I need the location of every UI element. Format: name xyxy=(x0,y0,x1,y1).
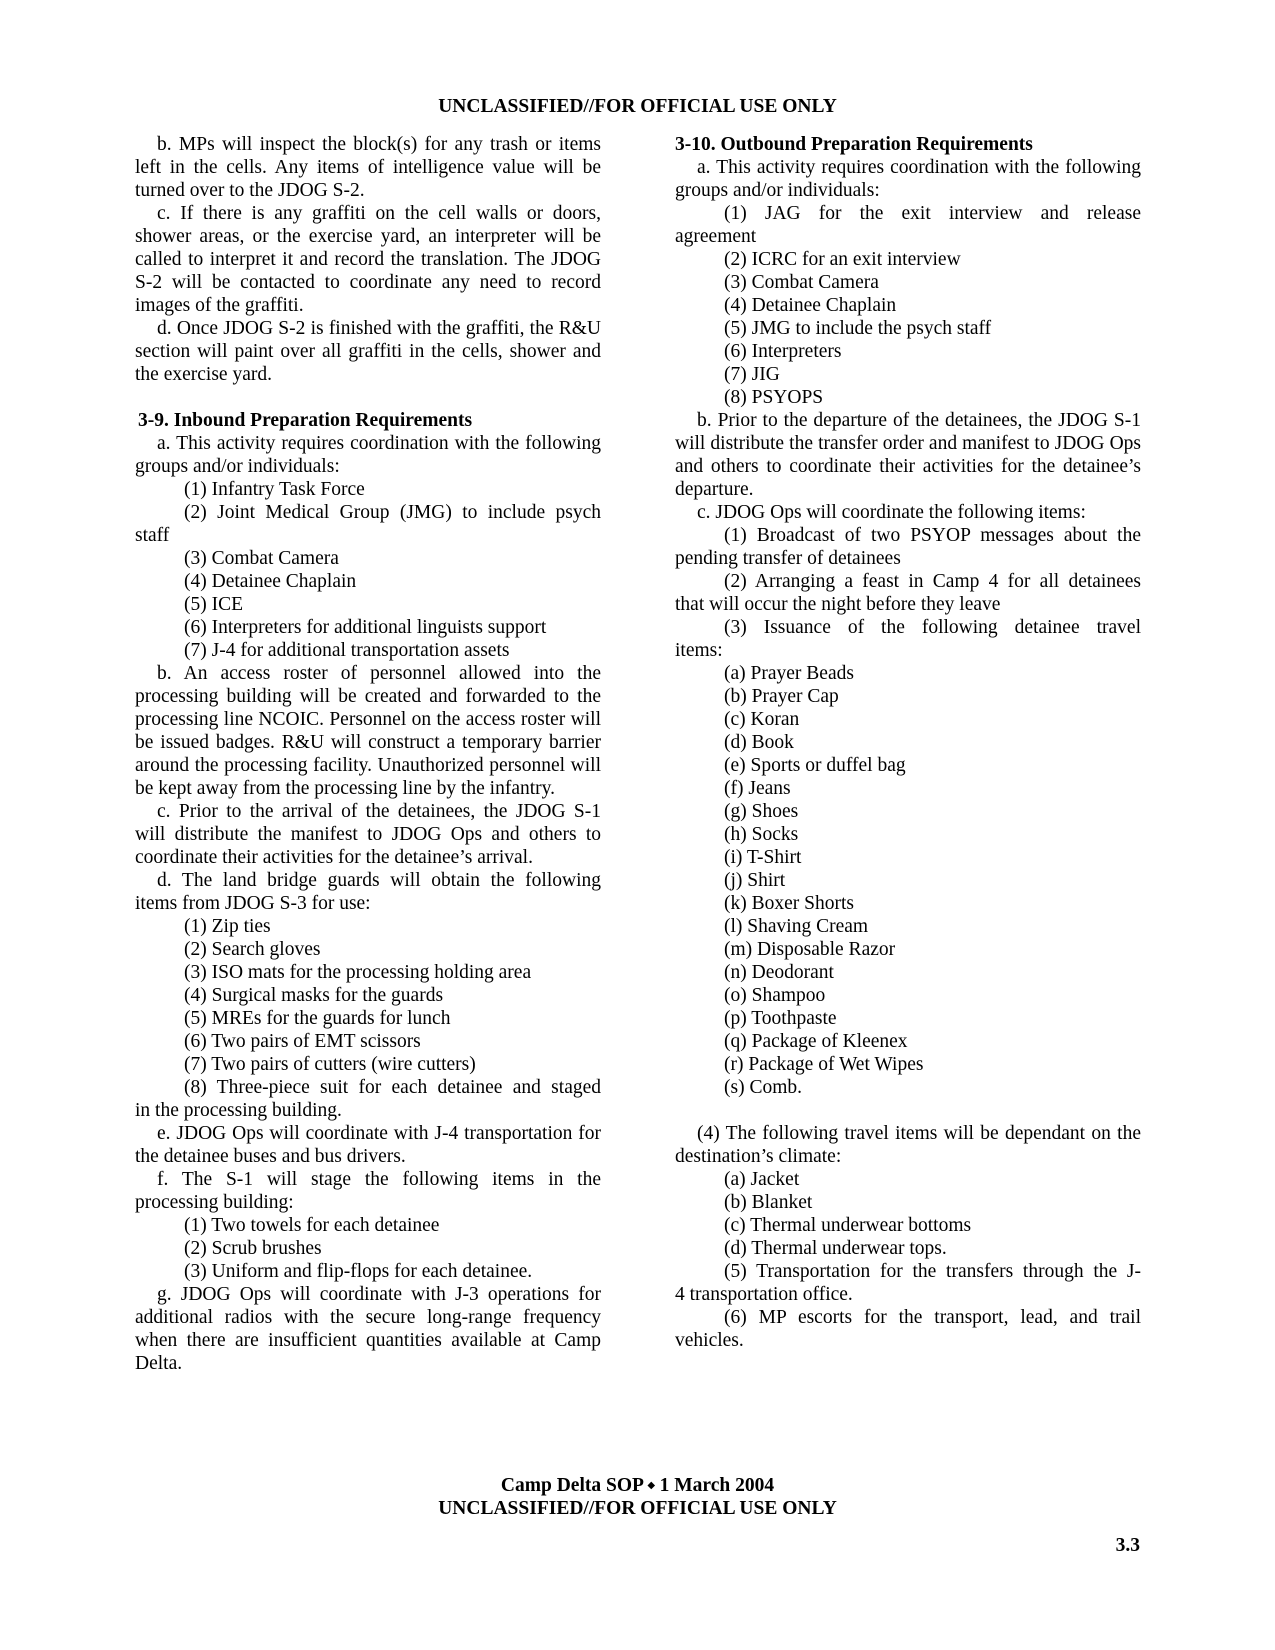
list-item: (2) Search gloves xyxy=(184,939,321,960)
list-item: (4) Detainee Chaplain xyxy=(724,295,897,316)
list-item: (8) PSYOPS xyxy=(724,387,824,408)
section-3-10-c4: (4) The following travel items will be dependant on the destination’s climate: xyxy=(675,1123,1141,1167)
list-item: (2) Scrub brushes xyxy=(184,1238,322,1259)
list-item: (2) Arranging a feast in Camp 4 for all detainees xyxy=(724,571,1141,592)
section-3-10-heading: 3-10. Outbound Preparation Requirements xyxy=(675,134,1033,155)
right-column xyxy=(675,133,1141,1352)
list-item: (b) Prayer Cap xyxy=(724,686,839,707)
list-item: (f) Jeans xyxy=(724,778,791,799)
list-item: (7) JIG xyxy=(724,364,780,385)
section-3-9-e: e. JDOG Ops will coordinate with J-4 transportation for the detainee buses and bus drivers. xyxy=(135,1123,601,1167)
list-item: (7) J-4 for additional transportation assets xyxy=(184,640,510,661)
list-item: (d) Book xyxy=(724,732,794,753)
list-item: (4) Detainee Chaplain xyxy=(184,571,357,592)
list-item: (8) Three-piece suit for each detainee and staged xyxy=(184,1077,601,1098)
left-column xyxy=(135,133,601,1375)
section-3-10-c: c. JDOG Ops will coordinate the following items: xyxy=(697,502,1086,523)
list-item: (g) Shoes xyxy=(724,801,799,822)
list-item: (2) ICRC for an exit interview xyxy=(724,249,961,270)
list-item-continuation: 4 transportation office. xyxy=(675,1284,853,1305)
list-item: (q) Package of Kleenex xyxy=(724,1031,908,1052)
list-item: (2) Joint Medical Group (JMG) to include psych xyxy=(184,502,601,523)
list-item: (4) Surgical masks for the guards xyxy=(184,985,444,1006)
list-item: (5) JMG to include the psych staff xyxy=(724,318,992,339)
list-item: (5) Transportation for the transfers through the J- xyxy=(724,1261,1141,1282)
list-item: (3) ISO mats for the processing holding area xyxy=(184,962,532,983)
list-item: (r) Package of Wet Wipes xyxy=(724,1054,924,1075)
climate-items-list xyxy=(675,1168,1141,1260)
travel-items-list xyxy=(675,662,1141,1099)
list-item: (5) ICE xyxy=(184,594,244,615)
list-item: (3) Uniform and flip-flops for each detainee. xyxy=(184,1261,533,1282)
classification-footer: UNCLASSIFIED//FOR OFFICIAL USE ONLY xyxy=(438,1498,837,1519)
list-item-continuation: pending transfer of detainees xyxy=(675,548,901,569)
list-item: (3) Issuance of the following detainee travel xyxy=(724,617,1141,638)
section-3-9-c: c. Prior to the arrival of the detainees, the JDOG S-1 will distribute the manifest to JDOG Ops and others to coordinate their activities for the detainee’s arrival. xyxy=(135,801,601,868)
section-3-9-b: b. An access roster of personnel allowed into the processing building will be created and forwarded to the processing line NCOIC. Personnel on the access roster will be issued badges. R&U will construct a temporary barrier around the processing facility. Unauthorized personnel will be kept away from the processing line by the infantry. xyxy=(135,663,601,799)
list-item: (1) Zip ties xyxy=(184,916,271,937)
paragraph-b: b. MPs will inspect the block(s) for any trash or items left in the cells. Any items of intelligence value will be turned over to the JDOG S-2. xyxy=(135,134,601,201)
section-3-9-a: a. This activity requires coordination with the following groups and/or individuals: xyxy=(135,433,601,477)
section-3-9-heading: 3-9. Inbound Preparation Requirements xyxy=(138,410,473,431)
list-item-continuation: in the processing building. xyxy=(135,1100,342,1121)
list-item: (c) Thermal underwear bottoms xyxy=(724,1215,972,1236)
list-item: (5) MREs for the guards for lunch xyxy=(184,1008,451,1029)
list-item-continuation: vehicles. xyxy=(675,1330,744,1351)
list-item-continuation: staff xyxy=(135,525,170,546)
list-item: (l) Shaving Cream xyxy=(724,916,869,937)
list-item: (m) Disposable Razor xyxy=(724,939,896,960)
list-item: (e) Sports or duffel bag xyxy=(724,755,906,776)
paragraph-c: c. If there is any graffiti on the cell walls or doors, shower areas, or the exercise yard, an interpreter will be called to interpret it and record the translation. The JDOG S-2 will be contacted to coordinate any need to record images of the graffiti. xyxy=(135,203,601,316)
list-item: (j) Shirt xyxy=(724,870,786,891)
section-3-9-f: f. The S-1 will stage the following items in the processing building: xyxy=(135,1169,601,1213)
list-item: (6) Two pairs of EMT scissors xyxy=(184,1031,421,1052)
list-item: (h) Socks xyxy=(724,824,799,845)
list-item: (c) Koran xyxy=(724,709,800,730)
list-item: (i) T-Shirt xyxy=(724,847,802,868)
list-item: (1) JAG for the exit interview and release xyxy=(724,203,1141,224)
list-item: (a) Prayer Beads xyxy=(724,663,854,684)
list-item-continuation: agreement xyxy=(675,226,757,247)
list-item: (k) Boxer Shorts xyxy=(724,893,854,914)
section-3-10-a: a. This activity requires coordination with the following groups and/or individuals: xyxy=(675,157,1141,201)
list-item: (a) Jacket xyxy=(724,1169,800,1190)
list-item-continuation: that will occur the night before they leave xyxy=(675,594,1001,615)
list-item: (b) Blanket xyxy=(724,1192,813,1213)
list-item: (3) Combat Camera xyxy=(724,272,879,293)
page-number: 3.3 xyxy=(1115,1535,1140,1556)
list-item: (1) Two towels for each detainee xyxy=(184,1215,440,1236)
list-item: (o) Shampoo xyxy=(724,985,826,1006)
list-item: (n) Deodorant xyxy=(724,962,834,983)
section-3-9-d: d. The land bridge guards will obtain the following items from JDOG S-3 for use: xyxy=(135,870,601,914)
section-3-10-b: b. Prior to the departure of the detainees, the JDOG S-1 will distribute the transfer order and manifest to JDOG Ops and others to coordinate their activities for the detainee’s departure. xyxy=(675,410,1141,500)
list-item: (p) Toothpaste xyxy=(724,1008,837,1029)
list-item: (6) Interpreters xyxy=(724,341,842,362)
list-item: (s) Comb. xyxy=(724,1077,802,1098)
list-item: (1) Broadcast of two PSYOP messages about the xyxy=(724,525,1141,546)
list-item: (6) Interpreters for additional linguists support xyxy=(184,617,547,638)
list-item: (6) MP escorts for the transport, lead, and trail xyxy=(724,1307,1141,1328)
paragraph-d: d. Once JDOG S-2 is finished with the graffiti, the R&U section will paint over all graffiti in the cells, shower and the exercise yard. xyxy=(135,318,601,385)
footer-title: Camp Delta SOP ⬩ 1 March 2004 xyxy=(500,1475,775,1496)
list-item: (3) Combat Camera xyxy=(184,548,339,569)
section-3-9-g: g. JDOG Ops will coordinate with J-3 operations for additional radios with the secure long-range frequency when there are insufficient quantities available at Camp Delta. xyxy=(135,1284,601,1374)
list-item-continuation: items: xyxy=(675,640,723,661)
list-item: (7) Two pairs of cutters (wire cutters) xyxy=(184,1054,476,1075)
list-item: (d) Thermal underwear tops. xyxy=(724,1238,947,1259)
list-item: (1) Infantry Task Force xyxy=(184,479,365,500)
classification-header: UNCLASSIFIED//FOR OFFICIAL USE ONLY xyxy=(438,96,837,117)
